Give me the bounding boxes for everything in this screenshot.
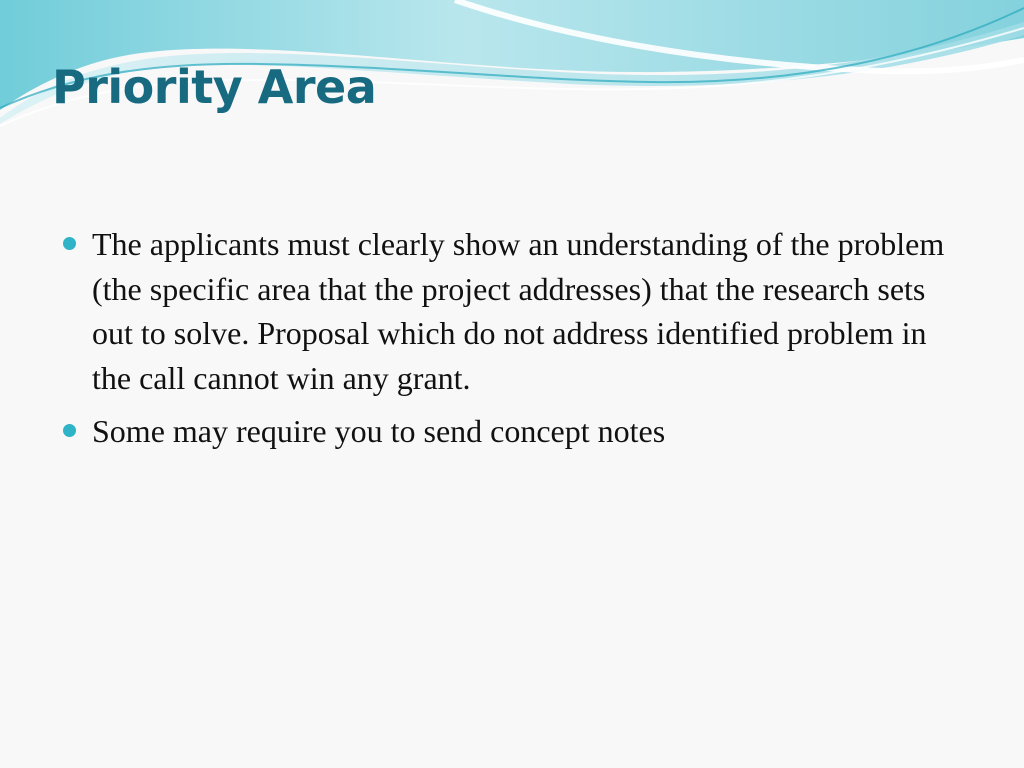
round-bullet-icon [63, 237, 76, 250]
bullet-text: The applicants must clearly show an understanding of the problem (the specific area that the project addresses) that the research sets out to solve. Proposal which do not address identified problem in the call cannot win any grant. [92, 226, 945, 396]
slide-title: Priority Area [52, 60, 377, 114]
bullet-text: Some may require you to send concept notes [92, 413, 666, 449]
round-bullet-icon [63, 424, 76, 437]
bullet-item [62, 222, 967, 400]
bullet-list [62, 222, 967, 463]
bullet-item [62, 409, 967, 454]
